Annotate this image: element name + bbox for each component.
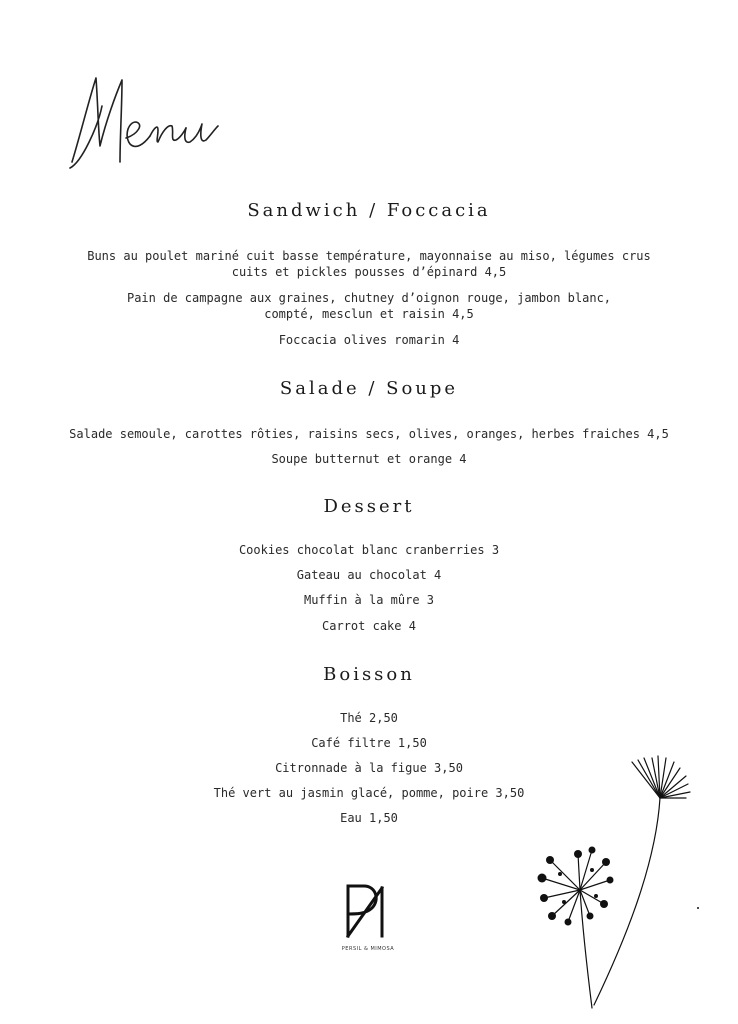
menu-item: Café filtre 1,50 [311, 736, 427, 750]
menu-item: Salade semoule, carottes rôties, raisins secs, olives, oranges, herbes fraiches 4,5 [69, 427, 669, 441]
menu-item: Carrot cake 4 [322, 619, 416, 633]
menu-item: Buns au poulet mariné cuit basse température, mayonnaise au miso, légumes crus [87, 249, 651, 263]
menu-item: Thé vert au jasmin glacé, pomme, poire 3,50 [213, 786, 525, 800]
menu-item: cuits et pickles pousses d’épinard 4,5 [231, 265, 507, 279]
section-title-sandwich: Sandwich / Foccacia [247, 200, 491, 221]
menu-item: Thé 2,50 [340, 711, 398, 725]
menu-item: Eau 1,50 [340, 811, 398, 825]
menu-item: Muffin à la mûre 3 [303, 593, 435, 607]
dandelion-flower-icon [520, 750, 720, 1010]
menu-item: Foccacia olives romarin 4 [278, 333, 460, 347]
menu-item: Citronnade à la figue 3,50 [275, 761, 463, 775]
brand-name: PERSIL & MIMOSA [341, 946, 395, 952]
menu-item: compté, mesclun et raisin 4,5 [264, 307, 474, 321]
section-title-dessert: Dessert [323, 496, 415, 517]
menu-script-title [62, 66, 232, 176]
menu-item: Cookies chocolat blanc cranberries 3 [238, 543, 500, 557]
menu-item: Soupe butternut et orange 4 [271, 452, 467, 466]
section-title-salade: Salade / Soupe [279, 378, 459, 399]
menu-item: Pain de campagne aux graines, chutney d’oignon rouge, jambon blanc, [126, 291, 612, 305]
section-title-boisson: Boisson [323, 664, 415, 685]
menu-item: Gateau au chocolat 4 [296, 568, 442, 582]
